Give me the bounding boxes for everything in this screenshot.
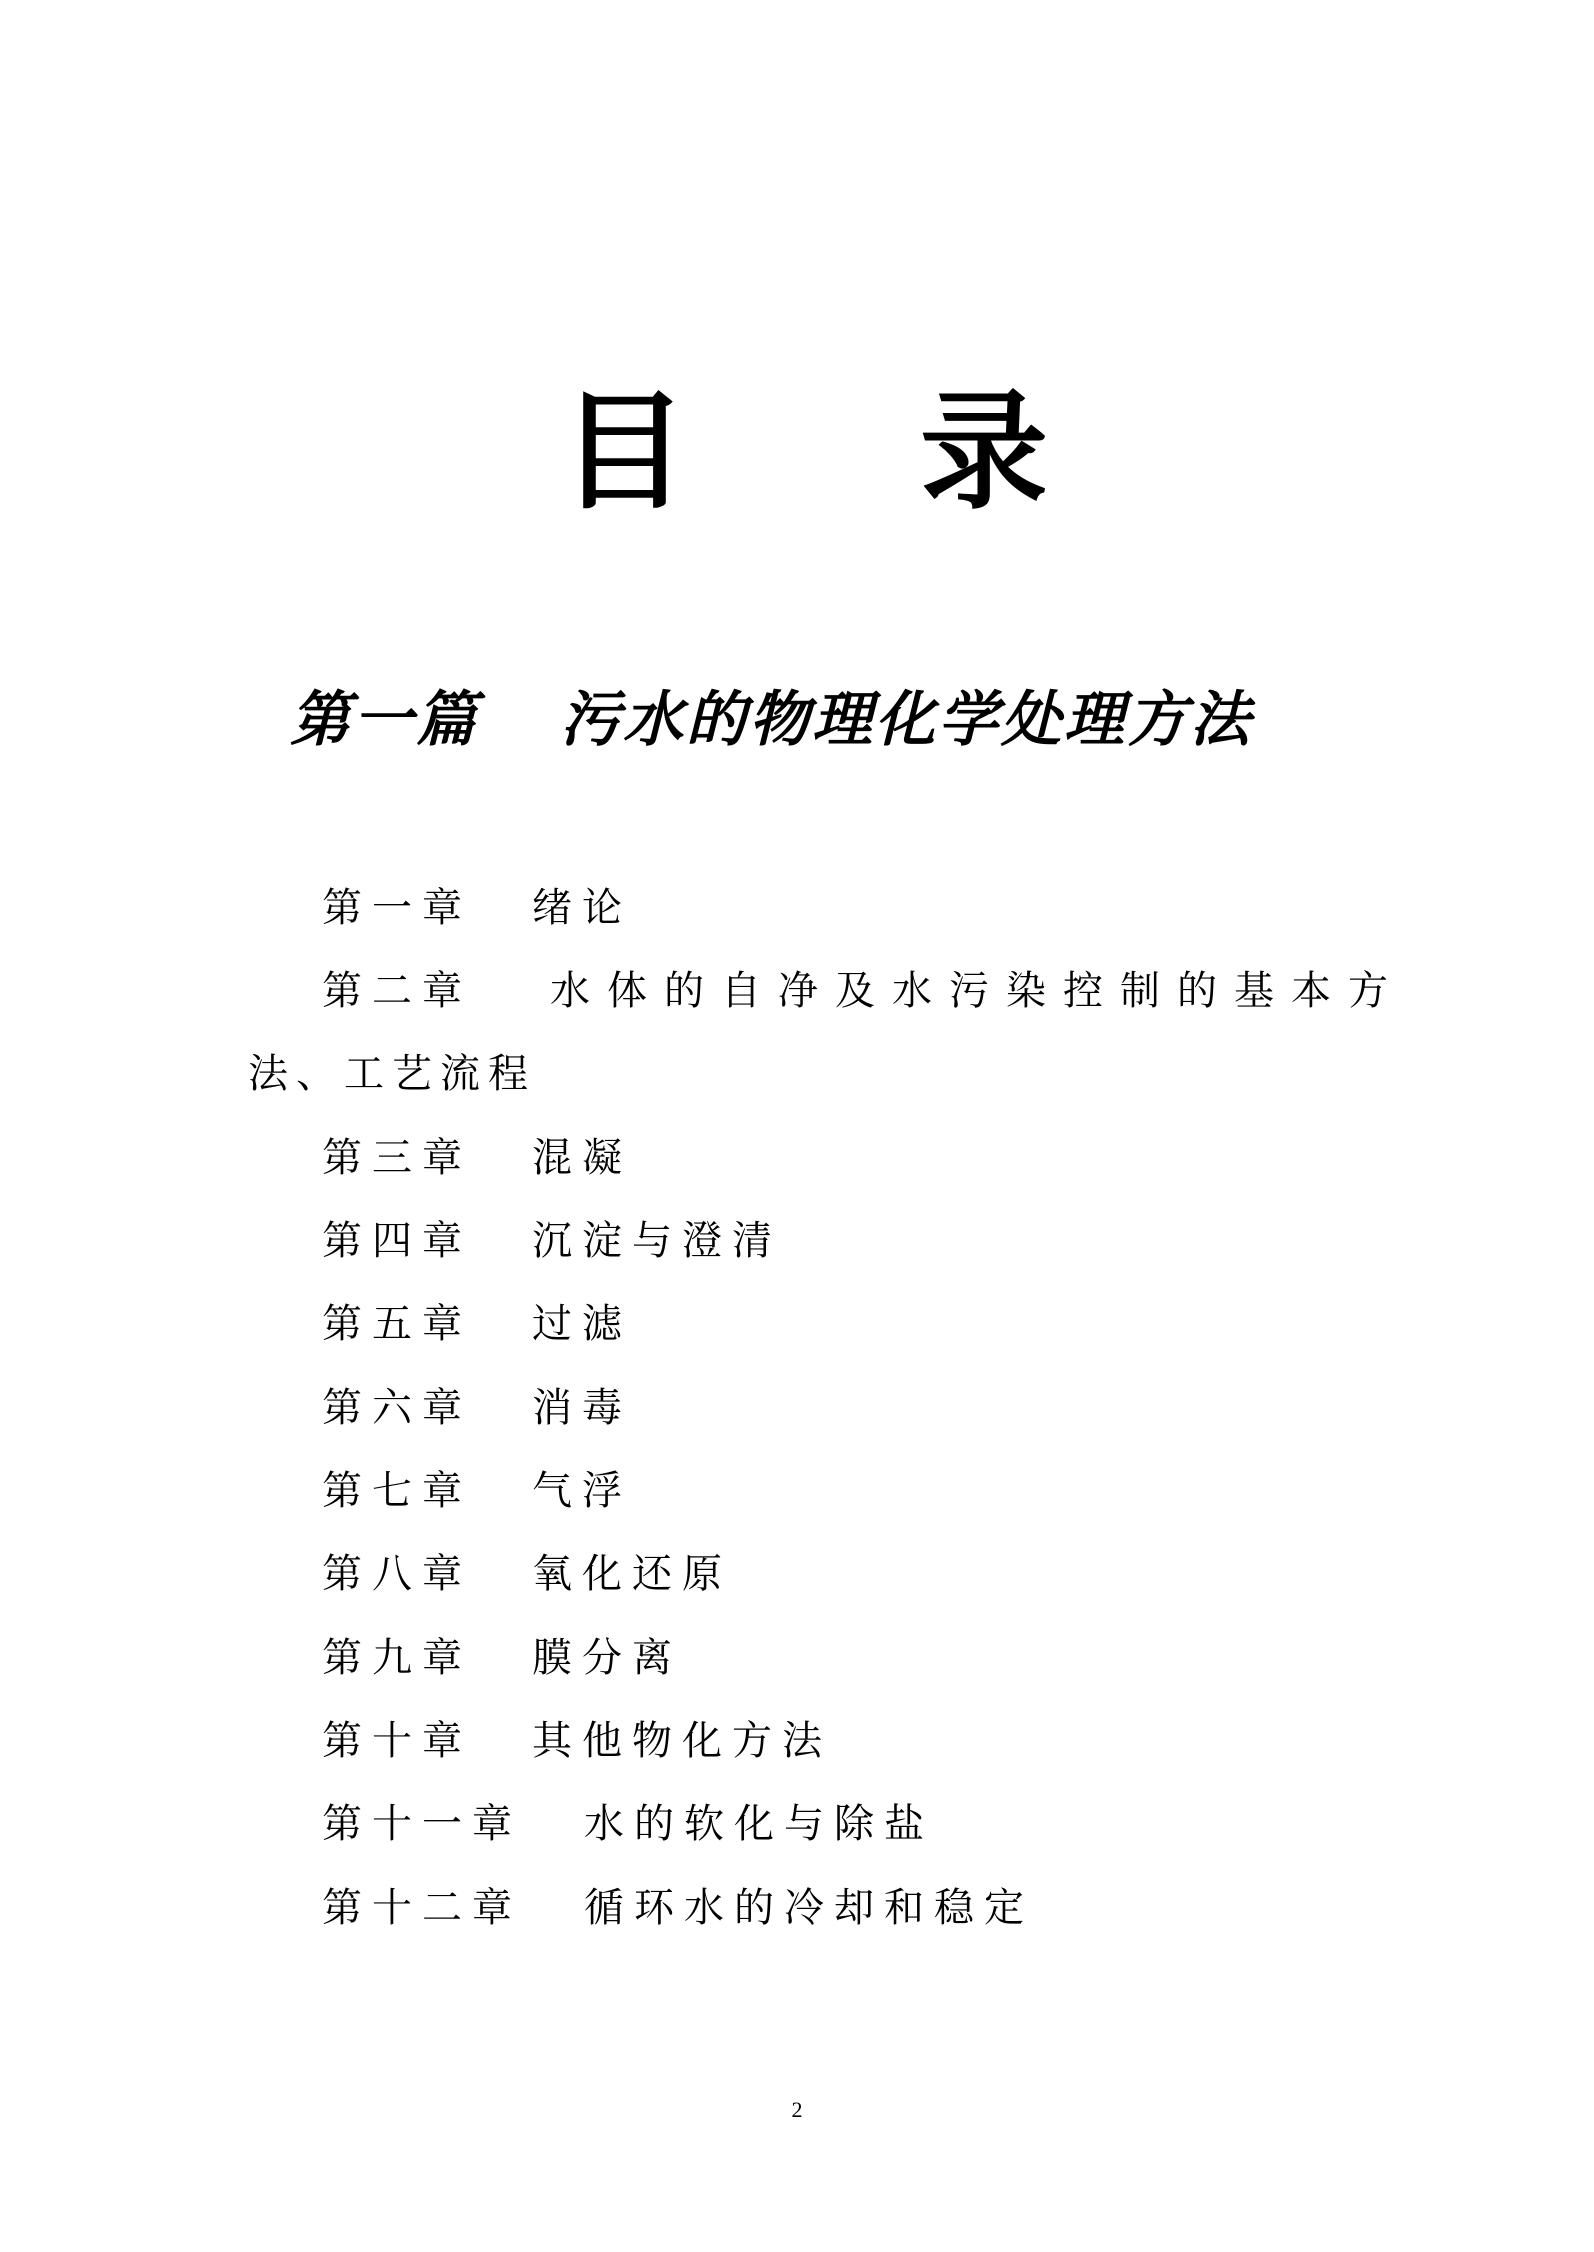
toc-item-chapter-1[interactable] [322,880,632,936]
chapter-label: 第十章 [322,1718,472,1764]
chapter-title-continuation: 法、工艺流程 [248,1051,536,1097]
chapter-title: 过滤 [532,1301,632,1347]
chapter-title: 气浮 [532,1468,632,1514]
chapter-title: 绪论 [532,885,632,931]
chapter-label: 第三章 [322,1135,472,1181]
toc-item-chapter-11[interactable] [322,1796,934,1852]
chapter-label: 第二章 [322,968,472,1014]
chapter-title: 沉淀与澄清 [532,1218,782,1264]
chapter-label: 第八章 [322,1551,472,1597]
toc-item-chapter-10[interactable] [322,1713,832,1769]
toc-item-chapter-7[interactable] [322,1463,632,1519]
part-label: 第一篇 [290,685,479,755]
toc-item-chapter-4[interactable] [322,1213,782,1269]
chapter-label: 第七章 [322,1468,472,1514]
chapter-label: 第十一章 [322,1801,522,1847]
chapter-title: 水体的自净及水污染控制的基本方 [550,968,1405,1014]
chapter-title: 消毒 [532,1385,632,1431]
toc-item-chapter-6[interactable] [322,1380,632,1436]
chapter-title: 水的软化与除盐 [584,1801,934,1847]
chapter-label: 第九章 [322,1635,472,1681]
chapter-label: 第六章 [322,1385,472,1431]
toc-item-chapter-3[interactable] [322,1130,632,1186]
chapter-label: 第十二章 [322,1885,522,1931]
chapter-label: 第四章 [322,1218,472,1264]
toc-item-chapter-5[interactable] [322,1296,632,1352]
chapter-title: 循环水的冷却和稳定 [584,1885,1034,1931]
toc-item-chapter-8[interactable] [322,1546,732,1602]
page-number: 2 [791,2097,803,2122]
part-name: 污水的物理化学处理方法 [560,685,1253,755]
chapter-label: 第一章 [322,885,472,931]
chapter-title: 氧化还原 [532,1551,732,1597]
toc-item-chapter-2-continuation[interactable] [248,1046,536,1102]
chapter-label: 第五章 [322,1301,472,1347]
chapter-title: 混凝 [532,1135,632,1181]
title-char-lu: 录 [920,378,1049,527]
toc-item-chapter-12[interactable] [322,1880,1034,1936]
title-char-mu: 目 [560,378,689,527]
toc-item-chapter-9[interactable] [322,1630,682,1686]
chapter-title: 其他物化方法 [532,1718,832,1764]
toc-item-chapter-2[interactable] [322,963,1405,1019]
chapter-title: 膜分离 [532,1635,682,1681]
